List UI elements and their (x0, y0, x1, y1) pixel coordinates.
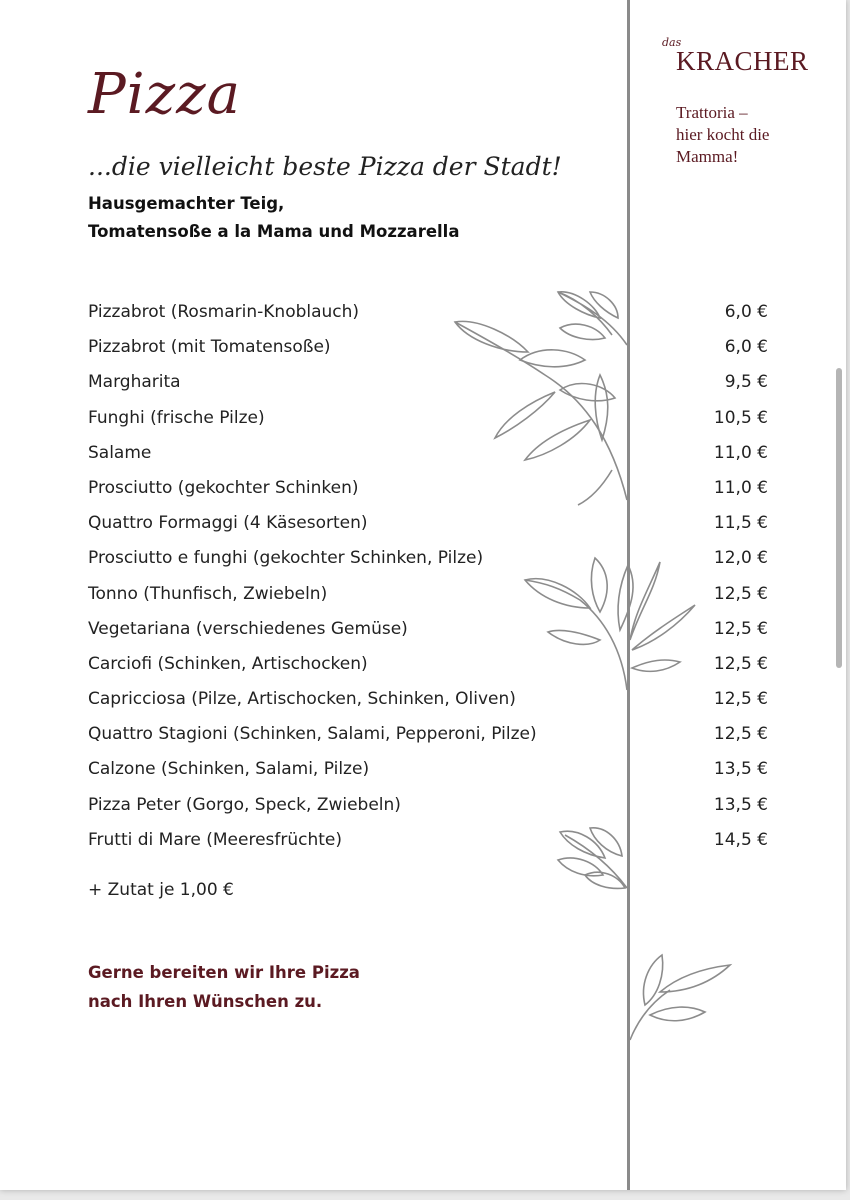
menu-item-name: Quattro Stagioni (Schinken, Salami, Pepperoni, Pilze) (88, 724, 537, 745)
menu-item-price: 12,5 € (713, 724, 768, 745)
menu-item-price: 14,5 € (713, 829, 768, 850)
menu-item (88, 719, 768, 754)
menu-item-price: 12,5 € (713, 689, 768, 710)
menu-item-name: Pizzabrot (mit Tomatensoße) (88, 337, 331, 358)
note-line: nach Ihren Wünschen zu. (88, 992, 323, 1011)
menu-item (88, 684, 768, 719)
menu-item-price: 6,0 € (724, 337, 768, 358)
page-title: Pizza (88, 62, 241, 127)
menu-item-price: 11,5 € (713, 513, 768, 534)
intro-text (88, 190, 459, 246)
menu-item (88, 614, 768, 649)
menu-item-name: Margharita (88, 372, 181, 393)
menu-item-name: Carciofi (Schinken, Artischocken) (88, 653, 368, 674)
menu-item (88, 754, 768, 789)
menu-item (88, 297, 768, 332)
menu-item (88, 790, 768, 825)
scrollbar[interactable] (836, 368, 842, 668)
menu-item (88, 825, 768, 860)
menu-item-name: Pizza Peter (Gorgo, Speck, Zwiebeln) (88, 794, 401, 815)
menu-item-name: Pizzabrot (Rosmarin-Knoblauch) (88, 302, 360, 322)
menu-item (88, 473, 768, 508)
menu-item-price: 12,5 € (713, 583, 768, 604)
menu-item-price: 13,5 € (713, 759, 768, 780)
menu-item-name: Prosciutto (gekochter Schinken) (88, 477, 359, 498)
menu-item-name: Prosciutto e funghi (gekochter Schinken, Pilze) (88, 548, 484, 569)
tagline-line: hier kocht die (676, 125, 770, 144)
note-line: Gerne bereiten wir Ihre Pizza (88, 963, 360, 982)
menu-item-price: 6,0 € (724, 302, 768, 322)
tagline-line: Mamma! (676, 147, 739, 166)
menu-item-name: Quattro Formaggi (4 Käsesorten) (88, 513, 368, 534)
menu-item (88, 543, 768, 578)
menu-item-name: Calzone (Schinken, Salami, Pilze) (88, 759, 370, 780)
custom-order-note (88, 958, 360, 1016)
menu-item (88, 332, 768, 367)
menu-item-name: Tonno (Thunfisch, Zwiebeln) (88, 583, 328, 604)
menu-item-price: 10,5 € (713, 407, 768, 428)
intro-line: Hausgemachter Teig, (88, 194, 285, 213)
menu-item (88, 508, 768, 543)
menu-item (88, 579, 768, 614)
menu-item-name: Salame (88, 442, 152, 463)
menu-item-name: Frutti di Mare (Meeresfrüchte) (88, 829, 343, 850)
pizza-menu-list (88, 297, 768, 860)
menu-item (88, 649, 768, 684)
menu-item (88, 367, 768, 402)
menu-item-price: 12,5 € (713, 653, 768, 674)
restaurant-logo (662, 36, 812, 86)
menu-item-price: 13,5 € (713, 794, 768, 815)
restaurant-tagline (676, 102, 769, 168)
tagline-line: Trattoria – (676, 103, 748, 122)
menu-item-name: Funghi (frische Pilze) (88, 407, 265, 428)
menu-item-price: 12,0 € (713, 548, 768, 569)
page-subtitle: ...die vielleicht beste Pizza der Stadt! (88, 152, 562, 181)
logo-wordmark: KRACHER (676, 46, 809, 76)
menu-item-price: 12,5 € (713, 618, 768, 639)
menu-item-name: Vegetariana (verschiedenes Gemüse) (88, 618, 408, 639)
extra-topping-note: + Zutat je 1,00 € (88, 880, 234, 900)
menu-item-price: 11,0 € (713, 477, 768, 498)
menu-item (88, 403, 768, 438)
menu-item-price: 9,5 € (724, 372, 768, 393)
menu-item (88, 438, 768, 473)
menu-item-price: 11,0 € (713, 442, 768, 463)
menu-item-name: Capricciosa (Pilze, Artischocken, Schinken, Oliven) (88, 689, 516, 710)
logo-prefix: das (662, 36, 682, 49)
intro-line: Tomatensoße a la Mama und Mozzarella (88, 222, 460, 241)
